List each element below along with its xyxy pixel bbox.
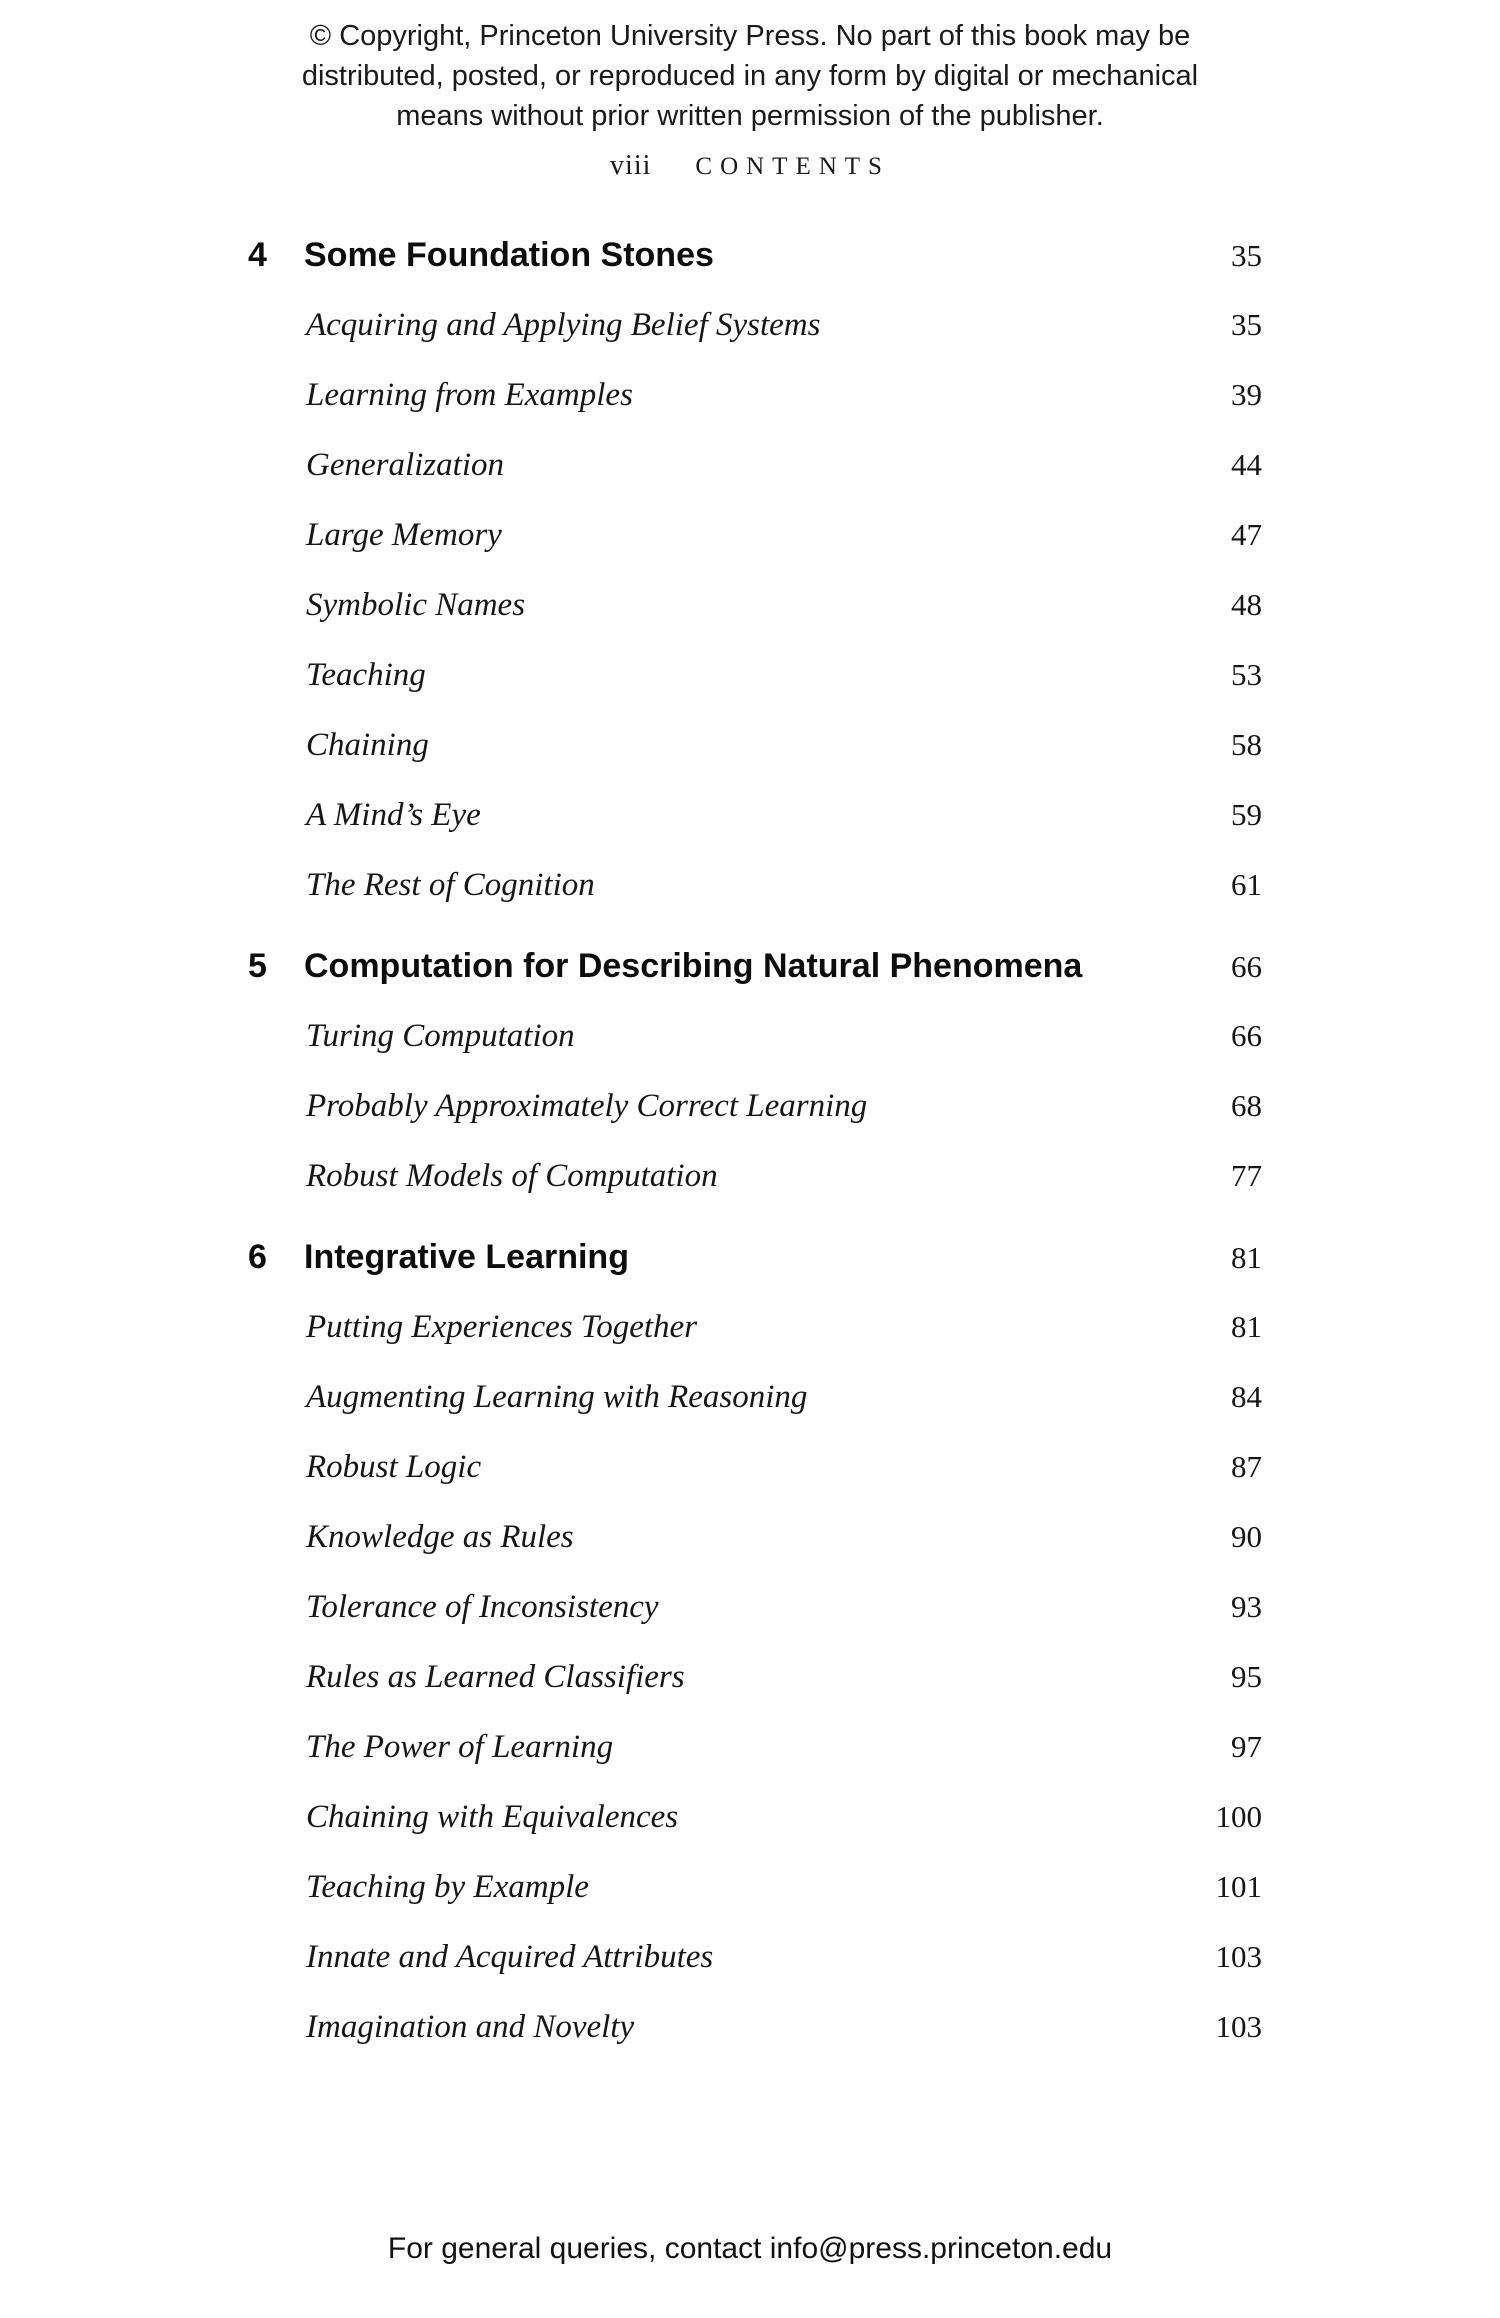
entry-title: Chaining [306, 727, 429, 763]
entry-page-number: 90 [1231, 1519, 1262, 1554]
chapter-title: Some Foundation Stones [304, 236, 714, 274]
toc-entry-row [248, 793, 1262, 837]
entry-page-number: 68 [1231, 1088, 1262, 1123]
entry-page-number: 81 [1231, 1309, 1262, 1344]
entry-page-number: 95 [1231, 1659, 1262, 1694]
entry-page-number: 103 [1215, 2009, 1262, 2044]
toc-entry-row [248, 1795, 1262, 1839]
entry-title: Chaining with Equivalences [306, 1799, 679, 1835]
toc-entry-row [248, 1515, 1262, 1559]
entry-page-number: 58 [1231, 727, 1262, 762]
toc-entry-row [248, 1585, 1262, 1629]
chapter-page-number: 81 [1231, 1240, 1262, 1275]
chapter-number: 4 [248, 236, 267, 274]
entry-title: Imagination and Novelty [306, 2009, 635, 2045]
chapter-page-number: 66 [1231, 949, 1262, 984]
entry-page-number: 100 [1215, 1799, 1262, 1834]
entry-page-number: 44 [1231, 447, 1262, 482]
toc-entry-row [248, 1725, 1262, 1769]
toc-chapter-row [248, 232, 1262, 279]
toc-entry-row [248, 443, 1262, 487]
copyright-notice [0, 16, 1500, 136]
entry-title: Augmenting Learning with Reasoning [306, 1379, 808, 1415]
entry-page-number: 87 [1231, 1449, 1262, 1484]
entry-title: Robust Models of Computation [306, 1158, 718, 1194]
entry-page-number: 97 [1231, 1729, 1262, 1764]
toc-entry-row [248, 373, 1262, 417]
entry-page-number: 93 [1231, 1589, 1262, 1624]
entry-title: Innate and Acquired Attributes [306, 1939, 714, 1975]
entry-title: Generalization [306, 447, 504, 483]
toc-chapter-block [248, 232, 1262, 907]
entry-page-number: 103 [1215, 1939, 1262, 1974]
toc-entry-row [248, 1375, 1262, 1419]
toc-entry-row [248, 1655, 1262, 1699]
entry-page-number: 47 [1231, 517, 1262, 552]
entry-page-number: 77 [1231, 1158, 1262, 1193]
entry-title: Knowledge as Rules [306, 1519, 574, 1555]
entry-page-number: 53 [1231, 657, 1262, 692]
entry-title: Teaching [306, 657, 426, 693]
footer-queries: For general queries, contact info@press.princeton.edu [387, 2232, 1113, 2265]
entry-title: Rules as Learned Classifiers [306, 1659, 685, 1695]
toc-entry-row [248, 723, 1262, 767]
toc-entry-row [248, 1865, 1262, 1909]
copyright-line-1: © Copyright, Princeton University Press. No part of this book may be [309, 20, 1191, 52]
chapter-title: Computation for Describing Natural Phenomena [304, 947, 1083, 985]
running-head-title: CONTENTS [695, 153, 890, 180]
entry-page-number: 101 [1215, 1869, 1262, 1904]
chapter-page-number: 35 [1231, 238, 1262, 273]
entry-page-number: 59 [1231, 797, 1262, 832]
toc-chapter-block [248, 1234, 1262, 2049]
chapter-number: 6 [248, 1238, 267, 1276]
entry-title: Putting Experiences Together [306, 1309, 698, 1345]
toc-entry-row [248, 1935, 1262, 1979]
toc-entry-row [248, 653, 1262, 697]
copyright-line-2: distributed, posted, or reproduced in any form by digital or mechanical [301, 60, 1199, 92]
toc-entry-row [248, 513, 1262, 557]
entry-title: Robust Logic [306, 1449, 482, 1485]
page-folio: viii [610, 150, 652, 181]
entry-title: Turing Computation [306, 1018, 575, 1054]
toc-entry-row [248, 863, 1262, 907]
toc-chapter-row [248, 943, 1262, 990]
running-head [0, 150, 1500, 182]
entry-title: A Mind’s Eye [306, 797, 481, 833]
entry-page-number: 48 [1231, 587, 1262, 622]
toc-entry-row [248, 2005, 1262, 2049]
toc-entry-row [248, 1014, 1262, 1058]
toc-entry-row [248, 583, 1262, 627]
entry-title: Large Memory [306, 517, 502, 553]
entry-title: The Rest of Cognition [306, 867, 595, 903]
toc-entry-row [248, 1154, 1262, 1198]
entry-page-number: 61 [1231, 867, 1262, 902]
entry-title: Learning from Examples [306, 377, 633, 413]
entry-title: Probably Approximately Correct Learning [306, 1088, 868, 1124]
entry-page-number: 39 [1231, 377, 1262, 412]
entry-page-number: 35 [1231, 307, 1262, 342]
toc-entry-row [248, 1084, 1262, 1128]
toc-entry-row [248, 1305, 1262, 1349]
entry-page-number: 84 [1231, 1379, 1262, 1414]
entry-page-number: 66 [1231, 1018, 1262, 1053]
entry-title: Tolerance of Inconsistency [306, 1589, 659, 1625]
entry-title: Acquiring and Applying Belief Systems [306, 307, 821, 343]
toc-entry-row [248, 1445, 1262, 1489]
copyright-line-3: means without prior written permission of the publisher. [396, 100, 1104, 132]
entry-title: Symbolic Names [306, 587, 526, 623]
table-of-contents [248, 232, 1262, 2075]
chapter-title: Integrative Learning [304, 1238, 629, 1276]
toc-entry-row [248, 303, 1262, 347]
entry-title: Teaching by Example [306, 1869, 589, 1905]
entry-title: The Power of Learning [306, 1729, 614, 1765]
toc-chapter-row [248, 1234, 1262, 1281]
toc-chapter-block [248, 943, 1262, 1198]
chapter-number: 5 [248, 947, 267, 985]
